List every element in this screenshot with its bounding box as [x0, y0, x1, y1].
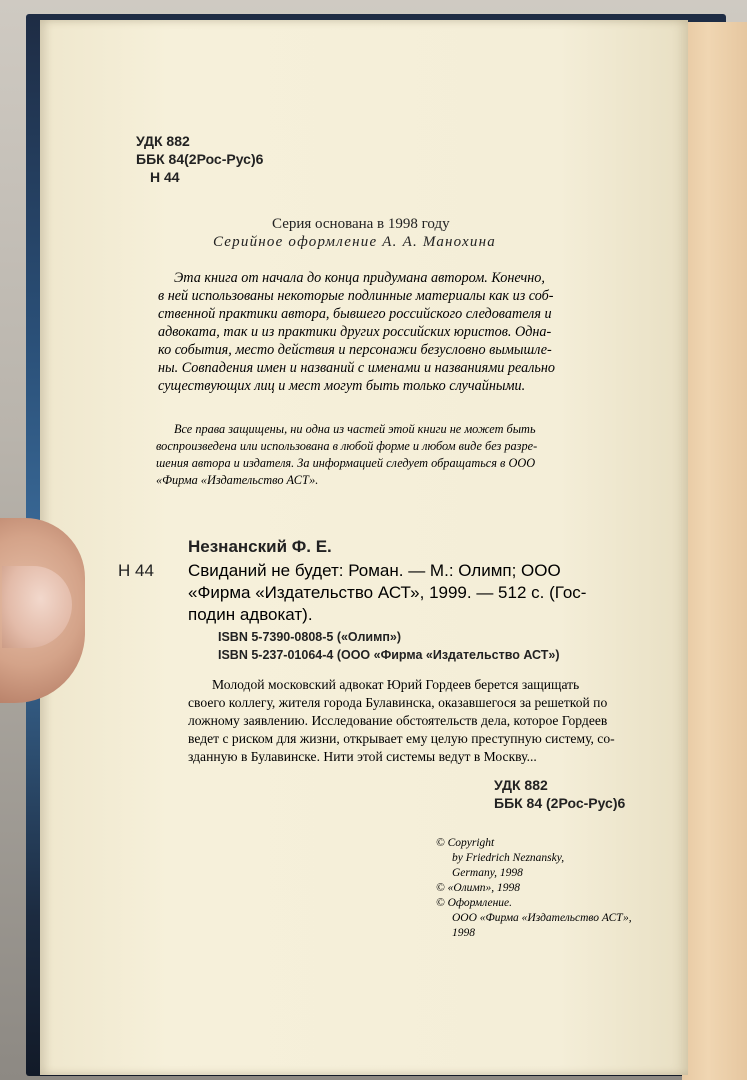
disclaimer-line: ственной практики автора, бывшего российского следователя и	[158, 306, 552, 322]
annotation-line: ведет с риском для жизни, открывает ему целую преступную систему, со-	[188, 731, 615, 746]
catalog-entry-line: Свиданий не будет: Роман. — М.: Олимп; ООО	[188, 561, 561, 580]
rights-line: шения автора и издателя. За информацией следует обращаться в ООО	[156, 456, 536, 470]
disclaimer-line: в ней использованы некоторые подлинные материалы как из соб-	[158, 288, 554, 304]
annotation-line: ложному заявлению. Исследование обстоятельств дела, которое Гордеев	[188, 713, 608, 728]
catalog-entry-line: «Фирма «Издательство АСТ», 1999. — 512 с. (Гос-	[188, 583, 587, 602]
facing-page-edge	[682, 22, 747, 1080]
copyright-line: Germany, 1998	[452, 867, 523, 879]
disclaimer-line: ны. Совпадения имен и названий с именами и названиями реально	[158, 360, 556, 376]
disclaimer-line: Эта книга от начала до конца придумана автором. Конечно,	[174, 270, 545, 286]
series-founded: Серия основана в 1998 году	[272, 216, 450, 232]
annotation-line: Молодой московский адвокат Юрий Гордеев берется защищать	[212, 677, 580, 692]
catalog-author: Незнанский Ф. Е.	[188, 537, 332, 556]
disclaimer-line: адвоката, так и из практики других российских юристов. Одна-	[158, 324, 552, 340]
annotation-line: своего коллегу, жителя города Булавинска, оказавшегося за решеткой по	[188, 695, 608, 710]
copyright-line: © «Олимп», 1998	[436, 882, 521, 894]
rights-line: «Фирма «Издательство АСТ».	[156, 473, 319, 487]
copyright-line: © Copyright	[436, 837, 495, 849]
disclaimer-line: ко события, место действия и персонажи безусловно вымышле-	[158, 342, 552, 358]
copyright-line: © Оформление.	[436, 897, 513, 909]
udk-bottom: УДК 882	[494, 777, 548, 793]
bbk-bottom: ББК 84 (2Рос-Рус)6	[494, 795, 626, 811]
bbk-top: ББК 84(2Рос-Рус)6	[136, 151, 264, 167]
series-design: Серийное оформление А. А. Манохина	[213, 234, 496, 250]
catalog-code: Н 44	[118, 561, 154, 580]
isbn-olimp: ISBN 5-7390-0808-5 («Олимп»)	[218, 630, 402, 644]
isbn-ast: ISBN 5-237-01064-4 (ООО «Фирма «Издательство АСТ»)	[218, 648, 560, 662]
udk-top: УДК 882	[136, 133, 190, 149]
disclaimer-line: существующих лиц и мест могут быть только случайными.	[158, 378, 526, 394]
rights-line: воспроизведена или использована в любой форме и любом виде без разре-	[156, 439, 538, 453]
book-page	[40, 20, 688, 1075]
copyright-line: 1998	[452, 927, 475, 939]
copyright-line: ООО «Фирма «Издательство АСТ»,	[452, 912, 632, 924]
catalog-entry-line: подин адвокат).	[188, 605, 313, 624]
rights-line: Все права защищены, ни одна из частей этой книги не может быть	[174, 422, 536, 436]
h-top: Н 44	[150, 169, 180, 185]
copyright-line: by Friedrich Neznansky,	[452, 852, 565, 864]
annotation-line: зданную в Булавинске. Нити этой системы ведут в Москву...	[188, 749, 537, 764]
